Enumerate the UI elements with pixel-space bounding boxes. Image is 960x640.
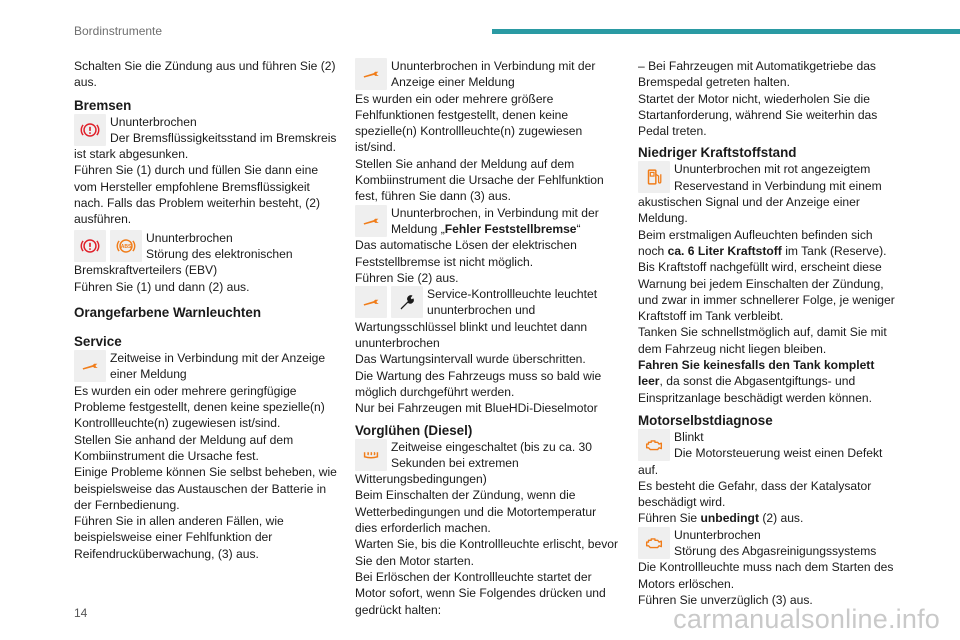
s2-p2: Führen Sie (2) aus. <box>355 270 459 285</box>
s2-status-post: “ <box>576 221 581 236</box>
d2-p2: Führen Sie unverzüglich (3) aus. <box>638 592 813 607</box>
s1-p2: Stellen Sie anhand der Meldung auf dem Kombiinstrument die Ursache der Fehlfunktion fest, führen Sie dann (3) aus. <box>355 156 604 204</box>
d1-p1: Es besteht die Gefahr, dass der Katalysator beschädigt wird. <box>638 478 872 510</box>
v-p2: Warten Sie, bis die Kontrollleuchte erlischt, bevor Sie den Motor starten. <box>355 537 619 568</box>
column-3 <box>638 58 902 608</box>
k-status: Ununterbrochen mit rot angezeigtem Reservestand in Verbindung mit einem akustischen Signal und der Anzeige einer Meldung. <box>638 162 882 226</box>
service-p1: Es wurden ein oder mehrere geringfügige Probleme festgestellt, denen keine spezielle(n) Kontrollleuchte(n) zugewiesen ist/sind. <box>74 383 325 431</box>
wrench-icon <box>355 286 387 318</box>
heading-kraftstoff: Niedriger Kraftstoffstand <box>638 145 797 161</box>
heading-vorgluehen: Vorglühen (Diesel) <box>355 422 473 438</box>
d1-p2-pre: Führen Sie <box>638 511 701 526</box>
wrench-icon <box>355 58 387 90</box>
kraftstoff-block <box>638 161 902 226</box>
k-p1-pre: Beim erstmaligen Aufleuchten befinden sich noch <box>638 227 873 258</box>
s2-status-pre: Ununterbrochen, in Verbindung mit der Meldung „ <box>391 205 599 236</box>
service-status: Zeitweise in Verbindung mit der Anzeige einer Meldung <box>110 351 326 382</box>
bremsen-block <box>74 114 338 163</box>
k-p1-post: im Tank (Reserve). <box>781 243 887 258</box>
k-p1-bold: ca. 6 Liter Kraftstoff <box>667 243 782 258</box>
s2-block <box>355 205 619 238</box>
fuel-pump-icon <box>638 161 670 193</box>
ebv-block <box>74 230 338 279</box>
k-p4 <box>638 357 902 406</box>
s3-block <box>355 286 619 351</box>
s2-status <box>355 205 619 238</box>
column-1 <box>74 58 338 562</box>
heading-bremsen: Bremsen <box>74 97 132 113</box>
v-p3: Bei Erlöschen der Kontrollleuchte startet der Motor sofort, wenn Sie Folgendes drücken und gedrückt halten: <box>355 569 606 617</box>
diag2-block <box>638 527 902 560</box>
d1-p2-post: (2) aus. <box>758 511 804 526</box>
k-p4-bold: Fahren Sie keinesfalls den Tank komplett leer <box>638 358 875 389</box>
service-p2: Stellen Sie anhand der Meldung auf dem Kombiinstrument die Ursache fest. <box>74 432 294 463</box>
column-2 <box>355 58 619 618</box>
vorgluehen-block <box>355 439 619 488</box>
heading-diagnose: Motorselbstdiagnose <box>638 412 773 428</box>
d1-status: Blinkt <box>674 429 704 444</box>
abs-icon <box>110 230 142 262</box>
wrench-icon <box>355 205 387 237</box>
startet-text: Startet der Motor nicht, wiederholen Sie die Startanforderung, während Sie weiterhin das Pedal treten. <box>638 91 878 139</box>
service-p4: Führen Sie in allen anderen Fällen, wie beispielsweise einer Fehlfunktion der Reifendrucküberwachung, (3) aus. <box>74 514 284 561</box>
s3-p1: Das Wartungsintervall wurde überschritten. <box>355 352 586 367</box>
brake-warning-icon <box>74 230 106 262</box>
wrench-icon <box>74 350 106 382</box>
brake-warning-icon <box>74 114 106 146</box>
s2-p1: Das automatische Lösen der elektrischen Feststellbremse ist nicht möglich. <box>355 238 577 269</box>
watermark: carmanualsonline.info <box>673 604 940 634</box>
intro-text: Schalten Sie die Zündung aus und führen Sie (2) aus. <box>74 59 336 90</box>
engine-icon <box>638 429 670 461</box>
s3-p3: Nur bei Fahrzeugen mit BlueHDi-Dieselmotor <box>355 401 598 416</box>
heading-service: Service <box>74 334 122 350</box>
k-p3: Tanken Sie schnellstmöglich auf, damit Sie mit dem Fahrzeug nicht liegen bleiben. <box>638 325 887 356</box>
k-p4-post: , da sonst die Abgasentgiftungs- und Einspritzanlage beschädigt werden können. <box>638 374 872 405</box>
s3-status: Service-Kontrollleuchte leuchtet ununterbrochen und Wartungsschlüssel blinkt und leuchtet dann ununterbrochen <box>355 287 598 351</box>
service-p3: Einige Probleme können Sie selbst beheben, wie beispielsweise das Austauschen der Batterie in der Fernbedienung. <box>74 465 337 512</box>
glow-plug-icon <box>355 439 387 471</box>
s3-p2: Die Wartung des Fahrzeugs muss so bald wie möglich durchgeführt werden. <box>355 368 602 399</box>
k-p2: Bis Kraftstoff nachgefüllt wird, erscheint diese Warnung bei jedem Einschalten der Zündung, und zwar in immer schnellerer Folge, je weniger Kraftstoff im Tank verbleibt. <box>638 260 895 324</box>
ebv-text: Störung des elektronischen Bremskraftverteilers (EBV) <box>74 246 293 278</box>
ebv-status: Ununterbrochen <box>146 230 233 245</box>
s1-block <box>355 58 619 91</box>
page-number: 14 <box>74 606 88 620</box>
bremsen-status: Ununterbrochen <box>110 114 197 129</box>
svg-text:ABS: ABS <box>120 243 132 250</box>
wrench-icon <box>391 286 423 318</box>
section-title: Bordinstrumente <box>74 24 163 38</box>
s1-status: Ununterbrochen in Verbindung mit der Anzeige einer Meldung <box>391 59 596 90</box>
d2-p1: Die Kontrollleuchte muss nach dem Starten des Motors erlöschen. <box>638 560 894 591</box>
v-status: Zeitweise eingeschaltet (bis zu ca. 30 Sekunden bei extremen Witterungsbedingungen) <box>355 439 592 487</box>
diag1-block <box>638 429 902 478</box>
d1-p2 <box>638 510 902 526</box>
ebv-action: Führen Sie (1) und dann (2) aus. <box>74 279 250 294</box>
bremsen-action: Führen Sie (1) durch und füllen Sie dann eine vom Hersteller empfohlene Bremsflüssigkeit nach. Falls das Problem weiterhin besteht, (2) ausführen. <box>74 163 321 227</box>
heading-orange: Orangefarbene Warnleuchten <box>74 304 262 320</box>
d1-text: Die Motorsteuerung weist einen Defekt auf. <box>638 446 883 477</box>
s1-p1: Es wurden ein oder mehrere größere Fehlfunktionen festgestellt, denen keine spezielle(n) Kontrollleuchte(n) zugewiesen ist/sind. <box>355 91 583 155</box>
d2-text: Störung des Abgasreinigungssystems <box>674 544 877 559</box>
d1-p2-bold: unbedingt <box>700 511 759 526</box>
auto-text: – Bei Fahrzeugen mit Automatikgetriebe das Bremspedal getreten halten. <box>638 59 876 90</box>
v-p1: Beim Einschalten der Zündung, wenn die Wetterbedingungen und die Motortemperatur dies erforderlich machen. <box>355 488 597 536</box>
engine-icon <box>638 527 670 559</box>
k-p1 <box>638 227 902 260</box>
bremsen-text: Der Bremsflüssigkeitsstand im Bremskreis ist stark abgesunken. <box>74 130 337 162</box>
d2-status: Ununterbrochen <box>674 527 761 542</box>
s2-status-bold: Fehler Feststellbremse <box>444 221 577 236</box>
header-accent-bar <box>492 29 960 34</box>
service-block <box>74 350 338 383</box>
